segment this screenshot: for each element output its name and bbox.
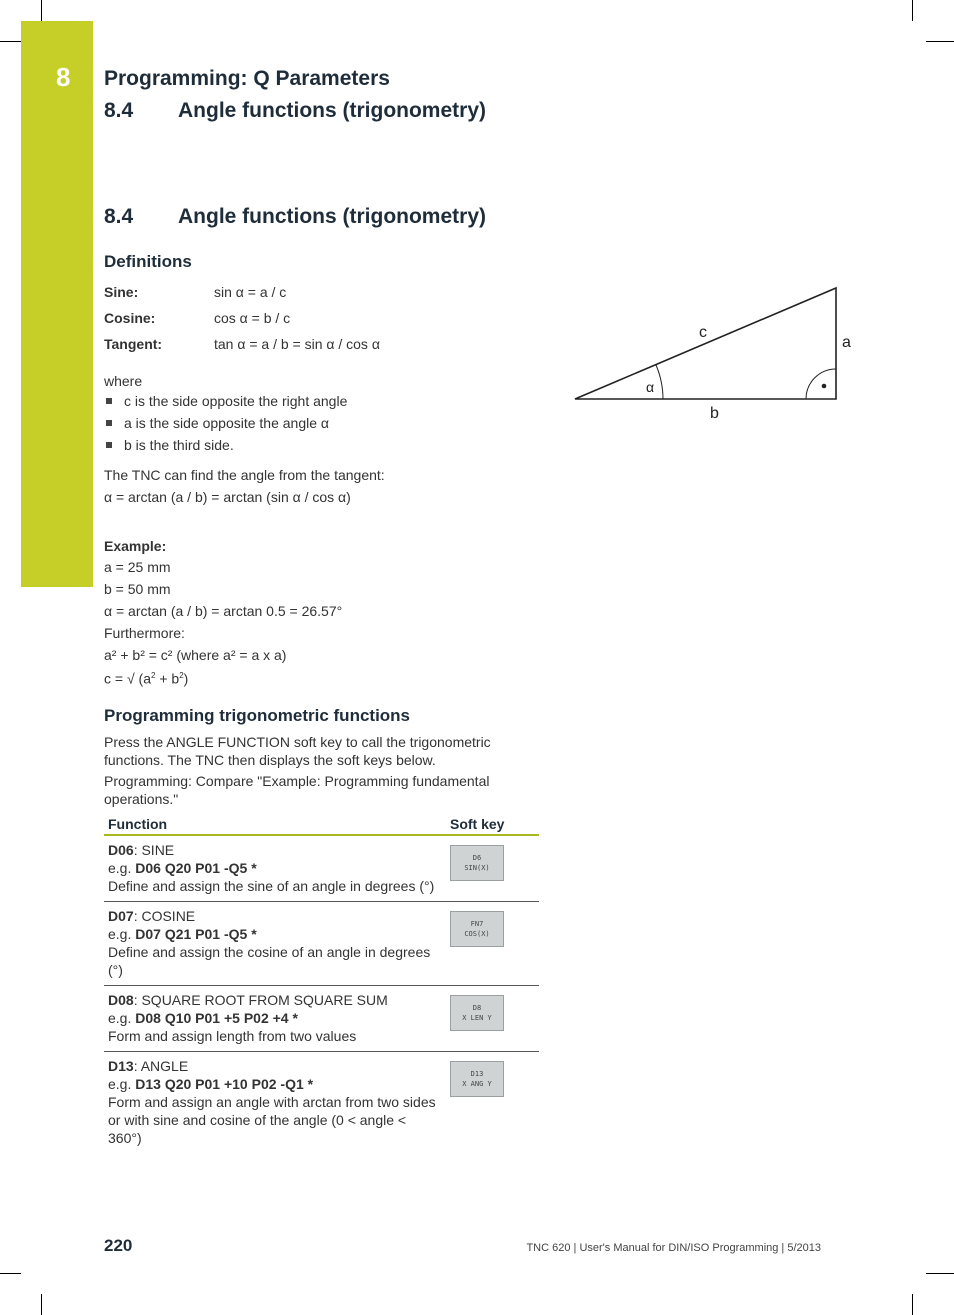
crop-mark bbox=[926, 1273, 954, 1274]
crop-mark bbox=[912, 0, 913, 21]
tangent-intro: The TNC can find the angle from the tangent: bbox=[104, 467, 385, 483]
definitions-heading: Definitions bbox=[104, 252, 192, 271]
example-line: Furthermore: bbox=[104, 625, 185, 641]
crop-mark bbox=[0, 41, 21, 42]
definition-row-sine: Sine: sin α = a / c bbox=[104, 284, 287, 300]
where-text: where bbox=[104, 373, 143, 389]
table-row bbox=[104, 835, 539, 902]
softkey-cell bbox=[446, 835, 539, 902]
crop-mark bbox=[41, 1294, 42, 1315]
chapter-title: Programming: Q Parameters bbox=[104, 67, 390, 90]
table-header-row bbox=[104, 812, 539, 835]
softkey-cell bbox=[446, 902, 539, 986]
crop-mark bbox=[926, 41, 954, 42]
table-row bbox=[104, 902, 539, 986]
definition-row-tangent: Tangent: tan α = a / b = sin α / cos α bbox=[104, 336, 380, 352]
example-line: α = arctan (a / b) = arctan 0.5 = 26.57° bbox=[104, 603, 343, 619]
table-row bbox=[104, 986, 539, 1052]
label-c: c bbox=[699, 324, 707, 341]
column-header-function: Function bbox=[104, 812, 446, 835]
triangle-diagram bbox=[560, 280, 860, 425]
section-title: 8.4 Angle functions (trigonometry) bbox=[104, 205, 486, 228]
crop-mark bbox=[0, 1273, 21, 1274]
programming-heading: Programming trigonometric functions bbox=[104, 706, 411, 725]
functions-table bbox=[104, 812, 539, 1153]
programming-paragraph: Programming: Compare "Example: Programming fundamental operations." bbox=[104, 773, 490, 807]
running-section-header: 8.4 Angle functions (trigonometry) bbox=[104, 99, 486, 122]
right-angle-arc bbox=[806, 369, 836, 399]
label-b: b bbox=[710, 405, 719, 422]
definition-row-cosine: Cosine: cos α = b / c bbox=[104, 310, 291, 326]
angle-alpha-arc bbox=[656, 365, 663, 399]
crop-mark bbox=[41, 0, 42, 21]
softkey-cosine-button[interactable]: FN7 COS(X) bbox=[450, 911, 504, 947]
softkey-angle-button[interactable]: D13 X ANG Y bbox=[450, 1061, 504, 1097]
example-line-root: c = √ $(a^2 + b^2)$ bbox=[104, 670, 189, 687]
footer-text: TNC 620 | User's Manual for DIN/ISO Programming | 5/2013 bbox=[526, 1242, 821, 1254]
example-line: a = 25 mm bbox=[104, 559, 171, 575]
function-cell: D13: ANGLE e.g. D13 Q20 P01 +10 P02 -Q1 * Form and assign an angle with arctan from two sides or with sine and cosine of the angle (0 < angle < 360°) bbox=[108, 1058, 436, 1146]
label-a: a bbox=[842, 334, 851, 351]
function-cell: D06: SINE e.g. D06 Q20 P01 -Q5 * Define and assign the sine of an angle in degrees (°) bbox=[104, 835, 446, 902]
page-number: 220 bbox=[104, 1236, 133, 1255]
triangle-shape bbox=[575, 288, 836, 399]
example-line: a² + b² = c² (where a² = a x a) bbox=[104, 647, 287, 663]
softkey-sine-button[interactable]: D6 SIN(X) bbox=[450, 845, 504, 881]
function-cell: D08: SQUARE ROOT FROM SQUARE SUM e.g. D08 Q10 P01 +5 P02 +4 * Form and assign length from two values bbox=[104, 986, 446, 1052]
chapter-number: 8 bbox=[56, 62, 71, 92]
softkey-cell bbox=[446, 986, 539, 1052]
example-line: b = 50 mm bbox=[104, 581, 171, 597]
crop-mark bbox=[912, 1294, 913, 1315]
softkey-length-button[interactable]: D8 X LEN Y bbox=[450, 995, 504, 1031]
label-alpha: α bbox=[646, 379, 655, 395]
programming-paragraph: Press the ANGLE FUNCTION soft key to call the trigonometric functions. The TNC then displays the soft keys below. bbox=[104, 734, 491, 768]
table-row bbox=[104, 1052, 539, 1154]
chapter-band bbox=[21, 21, 93, 587]
tangent-formula: α = arctan (a / b) = arctan (sin α / cos α) bbox=[104, 489, 351, 505]
right-angle-dot bbox=[822, 384, 827, 389]
column-header-softkey: Soft key bbox=[446, 812, 539, 835]
softkey-cell bbox=[446, 1052, 539, 1154]
function-cell: D07: COSINE e.g. D07 Q21 P01 -Q5 * Define and assign the cosine of an angle in degrees (°) bbox=[104, 902, 446, 986]
example-label: Example: bbox=[104, 538, 167, 554]
